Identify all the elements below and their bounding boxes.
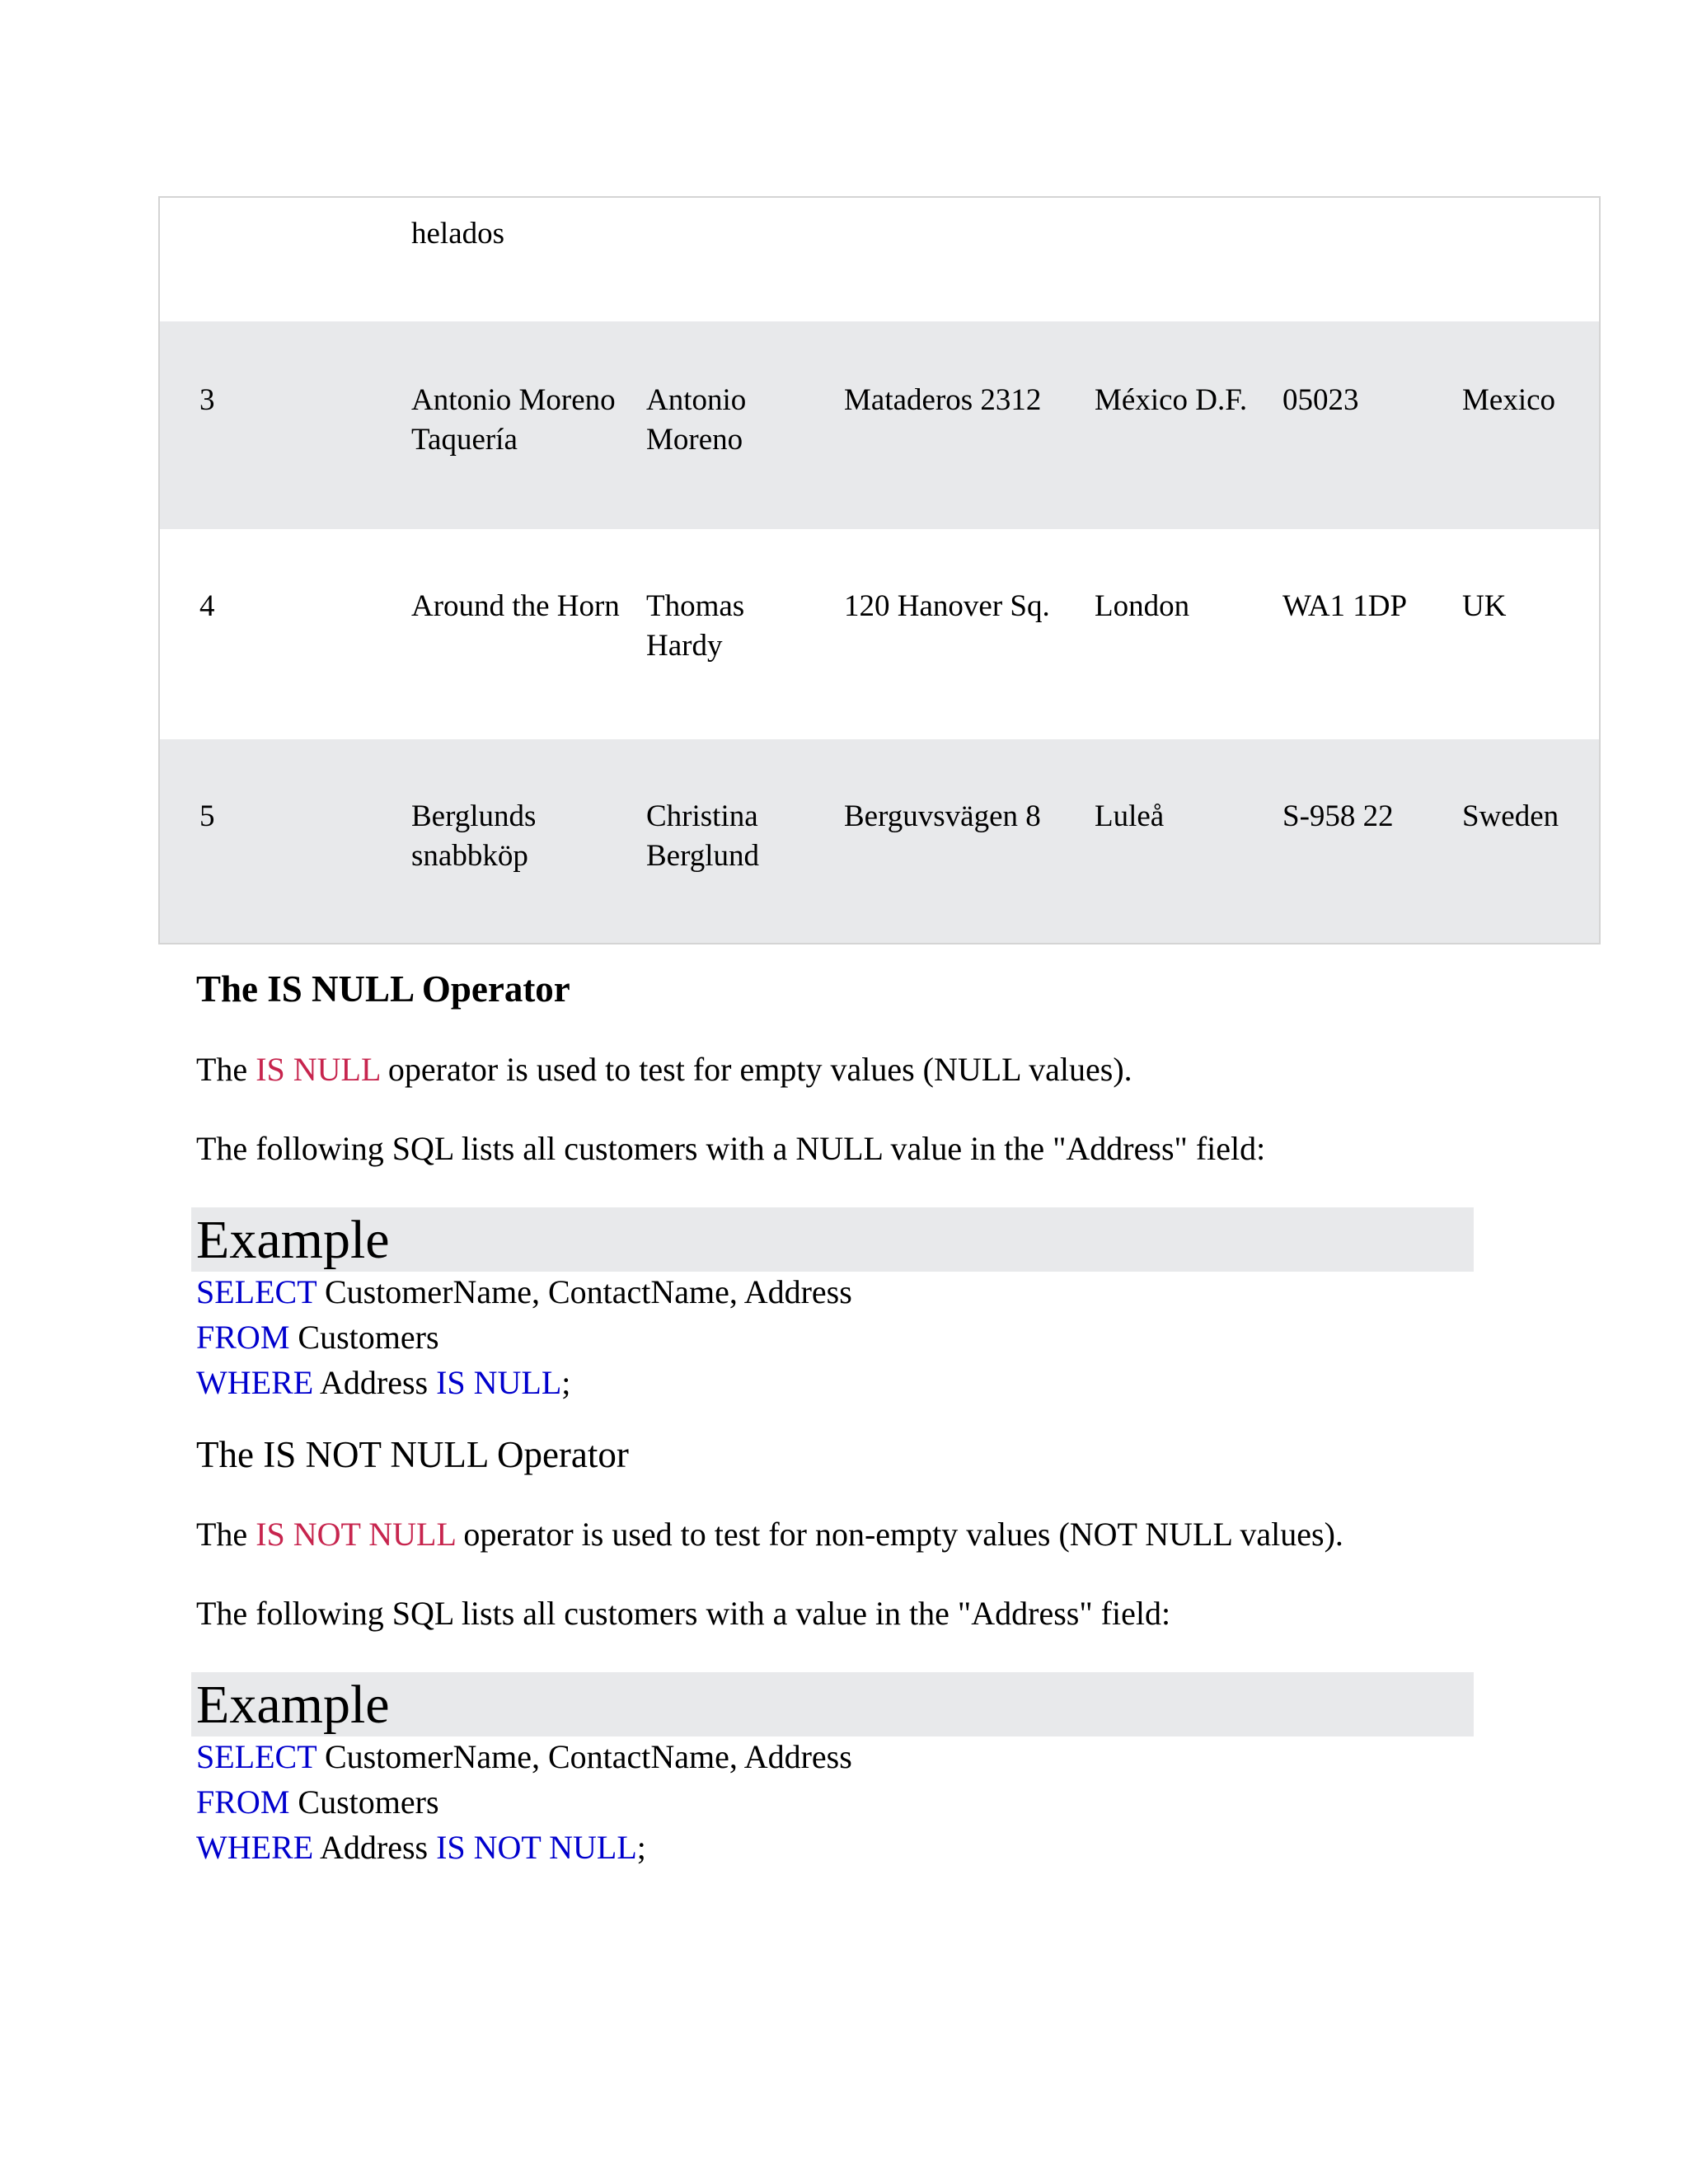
sql-text: Customers bbox=[289, 1783, 439, 1821]
sql-text: CustomerName, ContactName, Address bbox=[316, 1738, 852, 1775]
cell-address: 120 Hanover Sq. bbox=[844, 589, 1050, 623]
cell-postal-code: S-958 22 bbox=[1282, 799, 1394, 833]
cell-postal-code: WA1 1DP bbox=[1282, 589, 1408, 623]
cell-customer-name: Antonio Moreno Taquería bbox=[411, 383, 616, 457]
sql-text: CustomerName, ContactName, Address bbox=[316, 1273, 852, 1310]
is-not-null-description bbox=[196, 1513, 1343, 1556]
example-title: Example bbox=[196, 1210, 390, 1270]
sql-keyword: SELECT bbox=[196, 1738, 316, 1775]
sql-keyword: WHERE bbox=[196, 1364, 314, 1401]
section-heading-is-not-null: The IS NOT NULL Operator bbox=[196, 1434, 629, 1475]
cell-country: Sweden bbox=[1462, 799, 1559, 833]
cell-customer-name: Berglunds snabbköp bbox=[411, 799, 537, 873]
cell-contact-name: Thomas Hardy bbox=[646, 589, 745, 663]
desc-text: The bbox=[196, 1051, 256, 1088]
section-heading-is-null: The IS NULL Operator bbox=[196, 968, 570, 1010]
desc-text: operator is used to test for empty values (NULL values). bbox=[379, 1051, 1132, 1088]
sql-keyword: IS NULL bbox=[436, 1364, 562, 1401]
cell-city: Luleå bbox=[1095, 799, 1165, 833]
customers-table bbox=[158, 196, 1601, 944]
sql-keyword: SELECT bbox=[196, 1273, 316, 1310]
cell-contact-name: Antonio Moreno bbox=[646, 383, 747, 457]
inline-keyword: IS NOT NULL bbox=[256, 1516, 456, 1553]
code-line bbox=[196, 1825, 646, 1870]
cell-customer-name: Around the Horn bbox=[411, 589, 620, 623]
cell-id: 3 bbox=[199, 383, 215, 417]
cell-country: Mexico bbox=[1462, 383, 1556, 417]
code-line bbox=[196, 1780, 439, 1825]
table-row bbox=[160, 198, 1599, 321]
cell-address: Berguvsvägen 8 bbox=[844, 799, 1041, 833]
inline-keyword: IS NULL bbox=[256, 1051, 380, 1088]
cell-country: UK bbox=[1462, 589, 1507, 623]
cell-city: London bbox=[1095, 589, 1190, 623]
sql-text: ; bbox=[561, 1364, 571, 1401]
table-row bbox=[160, 529, 1599, 739]
sql-text: ; bbox=[636, 1829, 646, 1866]
cell-postal-code: 05023 bbox=[1282, 383, 1359, 417]
table-row bbox=[160, 739, 1599, 944]
sql-keyword: FROM bbox=[196, 1319, 290, 1356]
code-line bbox=[196, 1270, 852, 1315]
desc-text: operator is used to test for non-empty values (NOT NULL values). bbox=[455, 1516, 1343, 1553]
cell-customer-name: helados bbox=[411, 217, 505, 251]
cell-id: 4 bbox=[199, 589, 215, 623]
sql-text: Address bbox=[313, 1364, 437, 1401]
cell-contact-name: Christina Berglund bbox=[646, 799, 760, 873]
sql-text: Address bbox=[313, 1829, 437, 1866]
cell-city: México D.F. bbox=[1095, 383, 1248, 417]
is-null-description bbox=[196, 1048, 1132, 1091]
is-not-null-intro: The following SQL lists all customers with a value in the "Address" field: bbox=[196, 1595, 1171, 1632]
sql-text: Customers bbox=[289, 1319, 439, 1356]
sql-keyword: FROM bbox=[196, 1783, 290, 1821]
cell-address: Mataderos 2312 bbox=[844, 383, 1042, 417]
sql-keyword: WHERE bbox=[196, 1829, 314, 1866]
code-line bbox=[196, 1315, 439, 1360]
example-title: Example bbox=[196, 1675, 390, 1735]
table-row bbox=[160, 321, 1599, 529]
code-line bbox=[196, 1361, 570, 1405]
sql-keyword: IS NOT NULL bbox=[436, 1829, 637, 1866]
desc-text: The bbox=[196, 1516, 256, 1553]
cell-id: 5 bbox=[199, 799, 215, 833]
is-null-intro: The following SQL lists all customers with a NULL value in the "Address" field: bbox=[196, 1130, 1266, 1167]
code-line bbox=[196, 1735, 852, 1779]
